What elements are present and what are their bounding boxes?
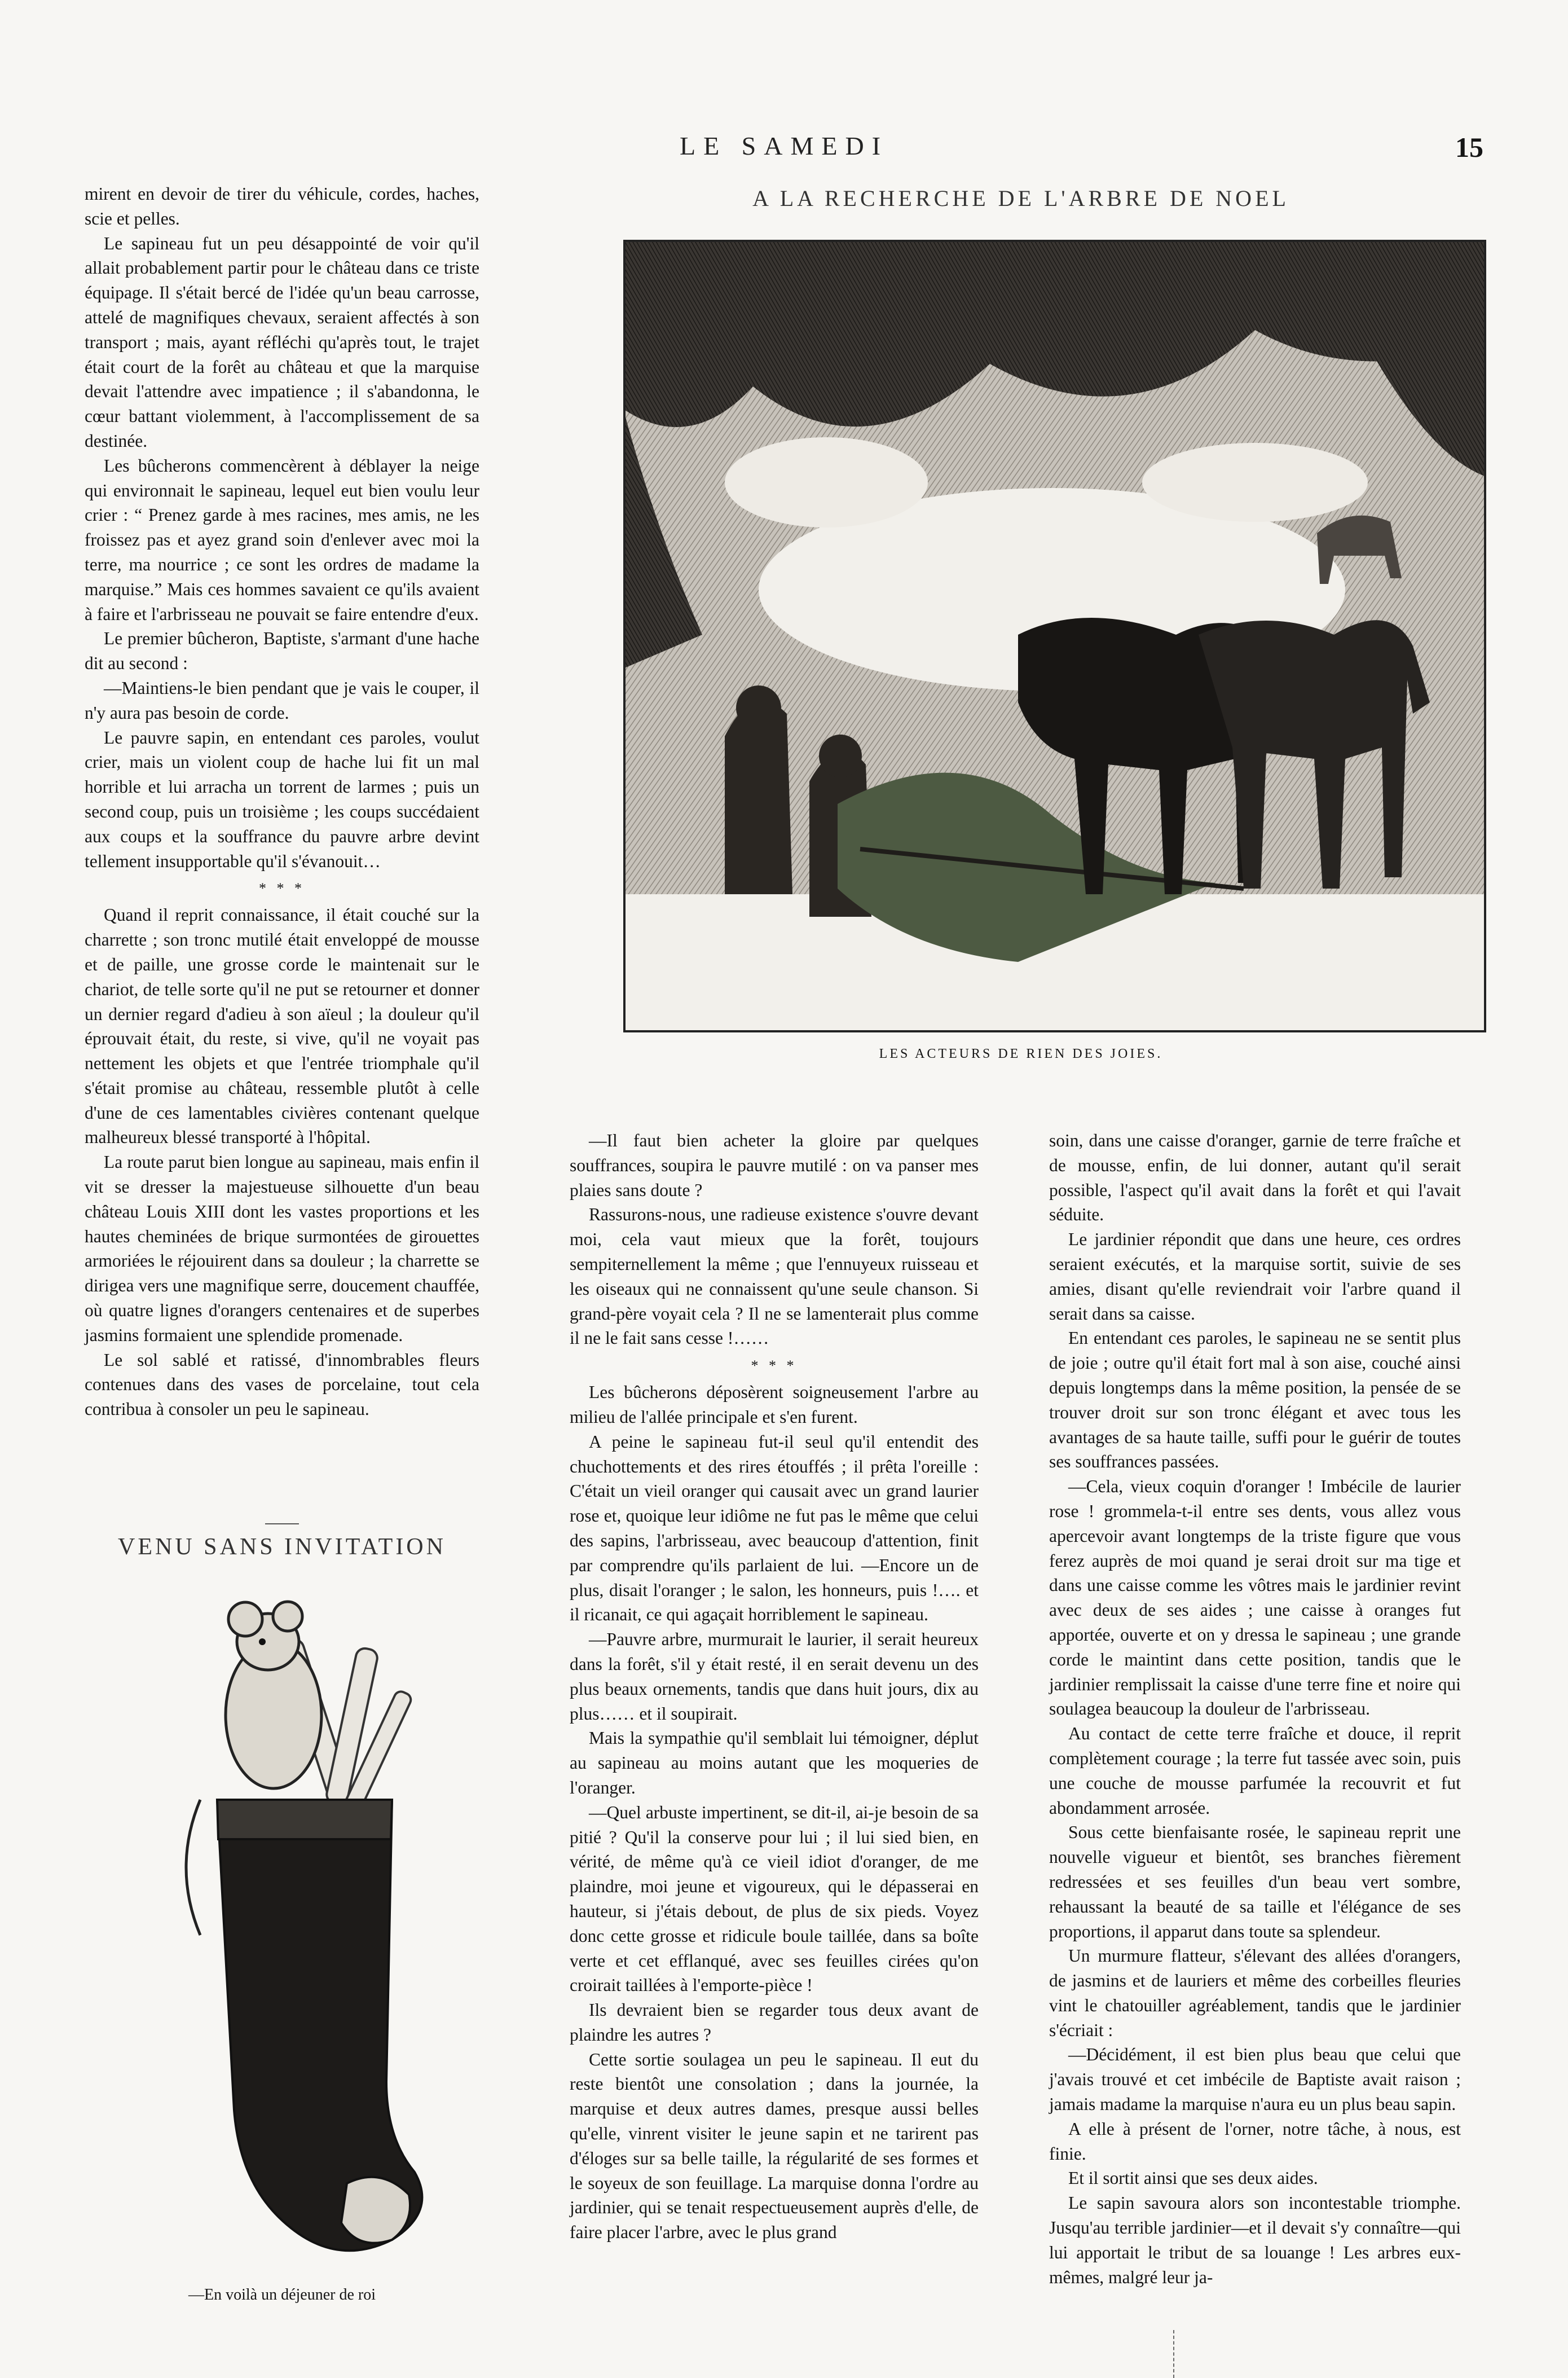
cartoon-title: VENU SANS INVITATION (118, 1534, 446, 1560)
paragraph: mirent en devoir de tirer du véhicule, cordes, haches, scie et pelles. (85, 184, 479, 228)
paragraph: —Pauvre arbre, murmurait le laurier, il serait heureux dans la forêt, s'il y était resté, il en serait devenu un des plus beaux ornements, tandis que dans huit jours, dix au plus…… et il soupirait. (570, 1629, 979, 1724)
paragraph: Et il sortit ainsi que ses deux aides. (1068, 2168, 1318, 2188)
paragraph: Quand il reprit connaissance, il était couché sur la charrette ; son tronc mutilé était enveloppé de mousse et de paille, une grosse corde le maintenait sur le chariot, de telle sorte qu'il ne put se retourner et donner un dernier regard d'adieu à son aïeul ; la douleur qu'il éprouvait était, du reste, si vive, qu'il ne voyait pas nettement les objets et que l'entrée triomphale qu'il s'était promise au château, ressemble plutôt à celle d'une de ces lamentables civières contenant quelque malheureux blessé transporté à l'hôpital. (85, 905, 479, 1148)
paragraph: Les bûcherons commencèrent à déblayer la neige qui environnait le sapineau, lequel eut bien voulu leur crier : “ Prenez garde à mes racines, mes amis, ne les froissez pas et ayez grand soin d'enlever avec moi la terre, ma nourrice ; ce sont les ordres de madame la marquise.” Mais ces hommes savaient ce qu'ils avaient à faire et l'arbrisseau ne pouvait se faire entendre d'eux. (85, 455, 479, 624)
newspaper-title: LE SAMEDI (679, 131, 889, 160)
paragraph: soin, dans une caisse d'oranger, garnie de terre fraîche et de mousse, enfin, de lui donner, autant qu'il serait possible, l'aspect qu'il avait dans la forêt et qui l'avait séduite. (1049, 1131, 1461, 1225)
section-stars: * * * (751, 1357, 798, 1374)
paragraph: A peine le sapineau fut-il seul qu'il entendit des chuchottements et des rires étouffés ; il prêta l'oreille : C'était un vieil oranger qui causait avec un grand laurier rose et, quoique leur idiôme ne fut pas le même que celui des sapins, l'arbrisseau, avec beaucoup d'attention, finit par comprendre qu'ils parlaient de lui. —Encore un de plus, disait l'oranger ; le salon, les honneurs, puis !…. et il ricanait, ce qui agaçait horriblement le sapineau. (570, 1431, 979, 1625)
paragraph: En entendant ces paroles, le sapineau ne se sentit plus de joie ; outre qu'il était fort mal à son aise, couché ainsi depuis longtemps dans la même position, la pensée de se trouver droit sur son tronc élégant et avec tous les avantages de sa haute taille, suffi pour le guérir de toutes ses souffrances passées. (1049, 1328, 1461, 1472)
paragraph: Sous cette bienfaisante rosée, le sapineau reprit une nouvelle vigueur et bientôt, ses branches fièrement redressées et ses feuilles d'un beau vert sombre, rehaussant la beauté de sa taille et l'élégance de ses proportions, il apparut dans toute sa splendeur. (1049, 1822, 1461, 1941)
paragraph: Le premier bûcheron, Baptiste, s'armant d'une hache dit au second : (85, 628, 479, 674)
paragraph: Ils devraient bien se regarder tous deux avant de plaindre les autres ? (570, 2000, 979, 2045)
column-1 (85, 182, 479, 1422)
mouse-in-stocking-icon (178, 1574, 437, 2268)
page-edge-mark (1173, 2330, 1197, 2378)
paragraph: Un murmure flatteur, s'élevant des allées d'orangers, de jasmins et de lauriers et même des corbeilles fleuries vint le chatouiller agréablement, tandis que le jardinier s'écriait : (1049, 1946, 1461, 2040)
paragraph: —Il faut bien acheter la gloire par quelques souffrances, soupira le pauvre mutilé : on va panser mes plaies sans doute ? (570, 1131, 979, 1200)
paragraph: Le sapineau fut un peu désappointé de voir qu'il allait probablement partir pour le château dans ce triste équipage. Il s'était bercé de l'idée qu'un beau carrosse, attelé de magnifiques chevaux, seraient affectés à son transport ; mais, ayant réfléchi qu'après tout, le trajet était court de la forêt au château et que la marquise devait l'attendre avec impatience ; il s'abandonna, le cœur battant violemment, à l'accomplissement de sa destinée. (85, 233, 479, 451)
paragraph: Rassurons-nous, une radieuse existence s'ouvre devant moi, cela vaut mieux que la forêt, toujours sempiternellement la même ; que l'ennuyeux ruisseau et les oiseaux qui ne connaissent qu'une seule chanson. Si grand-père voyait cela ? Il ne se lamenterait plus comme il ne le fait sans cesse !…… (570, 1205, 979, 1348)
column-2 (570, 1128, 979, 2245)
paragraph: Les bûcherons déposèrent soigneusement l'arbre au milieu de l'allée principale et s'en furent. (570, 1382, 979, 1427)
paragraph: A elle à présent de l'orner, notre tâche, à nous, est finie. (1049, 2118, 1461, 2164)
stocking-cartoon (178, 1574, 437, 2268)
column-3 (1049, 1128, 1461, 2289)
paragraph: Le sapin savoura alors son incontestable triomphe. Jusqu'au terrible jardinier—et il devait s'y connaître—qui lui apportait le tribut de sa louange ! Les arbres eux-mêmes, malgré leur ja- (1049, 2193, 1461, 2287)
section-stars: * * * (259, 880, 305, 897)
paragraph: Le sol sablé et ratissé, d'innombrables fleurs contenues dans des vases de porcelaine, tout cela contribua à consoler un peu le sapineau. (85, 1350, 479, 1419)
paragraph: La route parut bien longue au sapineau, mais enfin il vit se dresser la majestueuse silhouette d'un beau château Louis XIII dont les vastes proportions et les hautes cheminées de brique surmontées de girouettes armoriées le réjouirent dans sa douleur ; la charrette se dirigea vers une magnifique serre, doucement chauffée, où quatre lignes d'orangers centenaires et de superbes jasmins formaient une splendide promenade. (85, 1152, 479, 1345)
paragraph: —Cela, vieux coquin d'oranger ! Imbécile de laurier rose ! grommela-t-il entre ses dents, vous allez vous apercevoir avant longtemps de la triste figure que vous ferez auprès de moi quand je serai droit sur ma tige et dans une caisse comme les vôtres mais le jardinier revint avec deux de ses aides ; une caisse à oranges fut apportée, ouverte et on y dressa le sapineau ; une grande corde le maintint dans cette position, tandis que le jardinier remplissait la caisse d'une terre fine et noire qui soulagea beaucoup la douleur de l'arbrisseau. (1049, 1476, 1461, 1719)
paragraph: —Maintiens-le bien pendant que je vais le couper, il n'y aura pas besoin de corde. (85, 678, 479, 723)
paragraph: Au contact de cette terre fraîche et douce, il reprit complètement courage ; la terre fut tassée avec soin, puis une couche de mousse parfumée la recouvrit et fut abondamment arrosée. (1049, 1724, 1461, 1818)
illustration-caption: LES ACTEURS DE RIEN DES JOIES. (879, 1047, 1163, 1061)
paragraph: —Décidément, il est bien plus beau que celui que j'avais trouvé et cet imbécile de Baptiste avait raison ; jamais madame la marquise n'aura eu un plus beau sapin. (1049, 2045, 1461, 2115)
cartoon-caption: —En voilà un déjeuner de roi (188, 2286, 376, 2304)
christmas-tree-illustration (623, 240, 1486, 1032)
paragraph: Le pauvre sapin, en entendant ces paroles, voulut crier, mais un violent coup de hache lui fit un mal horrible et lui arracha un torrent de larmes ; puis un second coup, puis un troisième ; les coups succédaient aux coups et la souffrance du pauvre arbre devint tellement insupportable qu'il s'évanouit… (85, 727, 479, 871)
paragraph: —Quel arbuste impertinent, se dit-il, ai-je besoin de sa pitié ? Qu'il la conserve pour lui ; il lui sied bien, en vérité, de même qu'à ce vieil idiot d'oranger, de me plaindre, moi jeune et vigoureux, qui le dépasserai en hauteur, si j'étais debout, de plus de six pieds. Voyez donc cette grosse et ridicule boule taillée, dans sa boîte verte et cet efflanqué, avec ses feuilles cirées qu'on croirait taillées à l'emporte-pièce ! (570, 1802, 979, 1995)
page-number: 15 (1455, 131, 1483, 163)
forest-scene-icon (623, 240, 1486, 1032)
divider (265, 1523, 299, 1524)
paragraph: Cette sortie soulagea un peu le sapineau. Il eut du reste bientôt une consolation ; dans la journée, la marquise et deux autres dames, presque aussi belles qu'elle, vinrent visiter le jeune sapin et ne tarirent pas d'éloges sur sa belle taille, la régularité de ses formes et le soyeux de son feuillage. La marquise donna l'ordre au jardinier, qui se tenait respectueusement auprès d'elle, de faire placer l'arbre, avec le plus grand (570, 2049, 979, 2243)
illustration-title: A LA RECHERCHE DE L'ARBRE DE NOEL (752, 186, 1289, 211)
paragraph: Mais la sympathie qu'il semblait lui témoigner, déplut au sapineau au moins autant que les moqueries de l'oranger. (570, 1728, 979, 1797)
paragraph: Le jardinier répondit que dans une heure, ces ordres seraient exécutés, et la marquise sortit, suivie de ses amies, disant qu'elle reviendrait voir l'arbre quand il serait dans sa caisse. (1049, 1229, 1461, 1324)
